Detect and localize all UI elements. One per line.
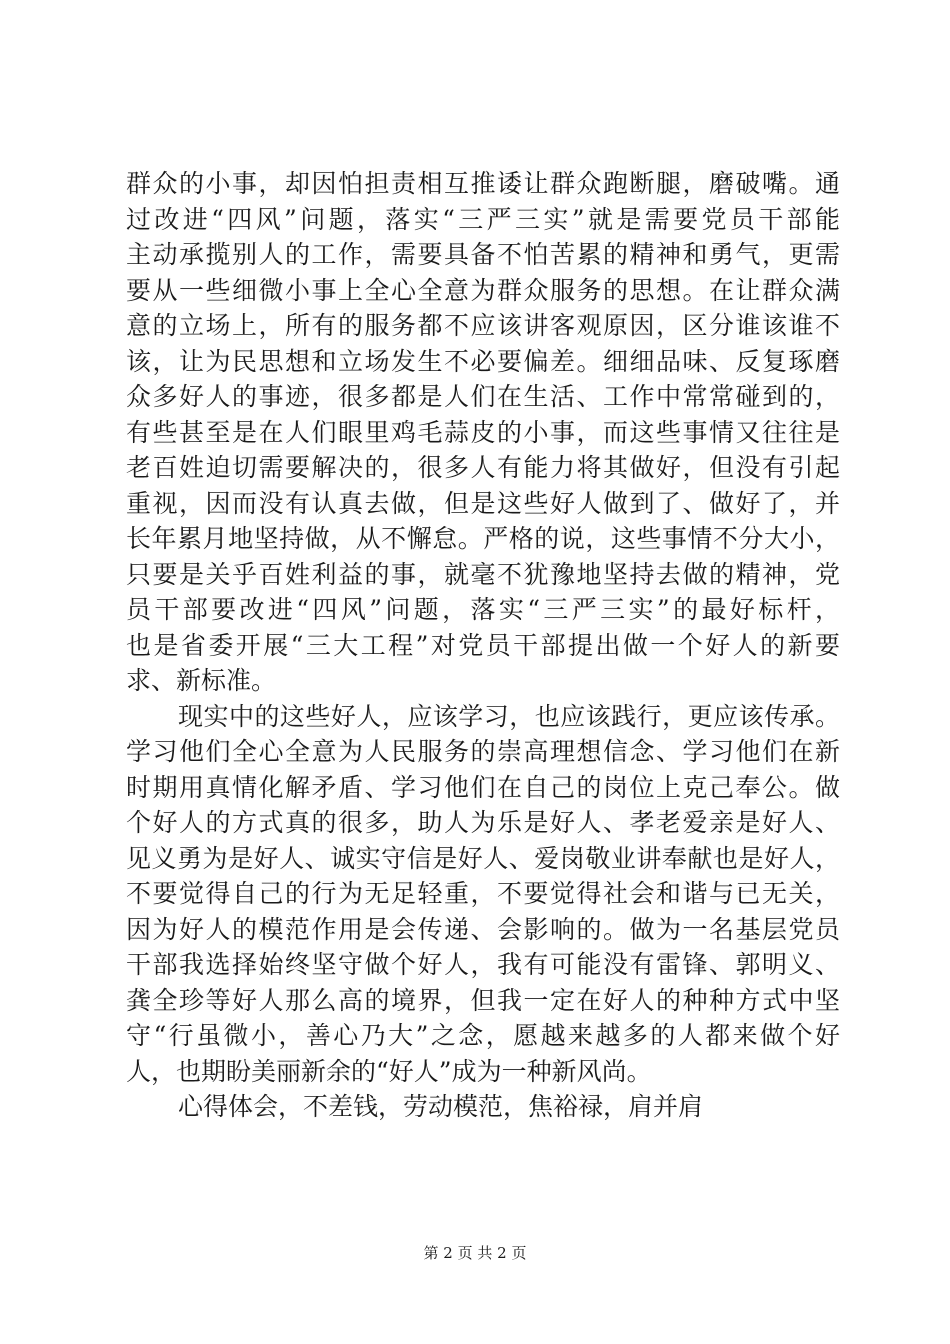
paragraph-1 <box>126 166 840 699</box>
text-line: 要从一些细微小事上全心全意为群众服务的思想。在让群众满 <box>126 275 840 305</box>
text-line: 员干部要改进“四风”问题，落实“三严三实”的最好标杆， <box>126 595 840 624</box>
keywords-paragraph <box>126 1089 840 1125</box>
paragraph-2 <box>126 699 840 1090</box>
text-line: 重视，因而没有认真去做，但是这些好人做到了、做好了，并 <box>126 488 840 518</box>
text-line: 学习他们全心全意为人民服务的崇高理想信念、学习他们在新 <box>126 737 840 766</box>
text-line: 该，让为民思想和立场发生不必要偏差。细细品味、反复琢磨 <box>126 346 840 376</box>
text-line: 群众的小事，却因怕担责相互推诿让群众跑断腿，磨破嘴。通 <box>126 169 840 198</box>
text-line: 众多好人的事迹，很多都是人们在生活、工作中常常碰到的， <box>126 382 840 411</box>
text-line: 意的立场上，所有的服务都不应该讲客观原因，区分谁该谁不 <box>126 311 840 340</box>
text-line: 老百姓迫切需要解决的，很多人有能力将其做好，但没有引起 <box>126 453 840 482</box>
text-line: 时期用真情化解矛盾、学习他们在自己的岗位上克己奉公。做 <box>126 772 840 802</box>
text-line: 守“行虽微小，善心乃大”之念，愿越来越多的人都来做个好 <box>126 1021 840 1050</box>
text-line: 见义勇为是好人、诚实守信是好人、爱岗敬业讲奉献也是好人， <box>126 843 840 873</box>
text-line: 长年累月地坚持做，从不懈怠。严格的说，这些事情不分大小， <box>126 524 840 553</box>
text-line: 龚全珍等好人那么高的境界，但我一定在好人的种种方式中坚 <box>126 985 840 1015</box>
text-line: 有些甚至是在人们眼里鸡毛蒜皮的小事，而这些事情又往往是 <box>126 417 840 447</box>
text-line: 干部我选择始终坚守做个好人，我有可能没有雷锋、郭明义、 <box>126 950 840 979</box>
text-line: 主动承揽别人的工作，需要具备不怕苦累的精神和勇气，更需 <box>126 240 840 269</box>
text-line: 过改进“四风”问题，落实“三严三实”就是需要党员干部能 <box>126 204 840 234</box>
page-number-footer: 第 2 页 共 2 页 <box>423 1244 527 1262</box>
keywords-line: 心得体会，不差钱，劳动模范，焦裕禄，肩并肩 <box>178 1092 704 1121</box>
text-line: 现实中的这些好人，应该学习，也应该践行，更应该传承。 <box>178 701 840 731</box>
text-line: 只要是关乎百姓利益的事，就毫不犹豫地坚持去做的精神，党 <box>126 559 840 589</box>
text-line: 也是省委开展“三大工程”对党员干部提出做一个好人的新要 <box>126 630 840 660</box>
text-line: 不要觉得自己的行为无足轻重，不要觉得社会和谐与已无关， <box>126 879 840 908</box>
text-line: 求、新标准。 <box>126 666 277 695</box>
document-body <box>126 166 840 1125</box>
text-line: 因为好人的模范作用是会传递、会影响的。做为一名基层党员 <box>126 914 840 944</box>
text-line: 人，也期盼美丽新余的“好人”成为一种新风尚。 <box>126 1056 652 1086</box>
text-line: 个好人的方式真的很多，助人为乐是好人、孝老爱亲是好人、 <box>126 808 840 837</box>
